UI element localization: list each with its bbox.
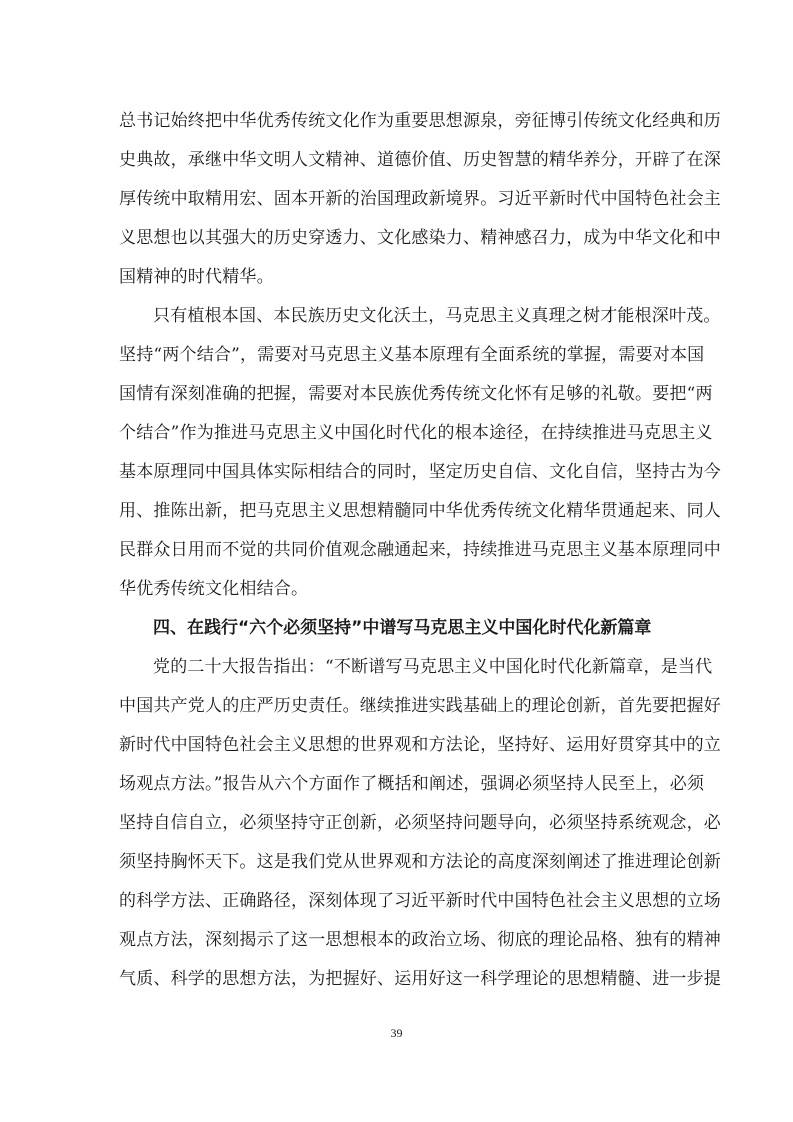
text-line: 民群众日用而不觉的共同价值观念融通起来，持续推进马克思主义基本原理同中 [119, 540, 721, 560]
text-line: 国精神的时代精华。 [119, 267, 274, 287]
text-line: 须坚持胸怀天下。这是我们党从世界观和方法论的高度深刻阐述了推进理论创新 [119, 852, 721, 872]
text-line: 坚持“两个结合”，需要对马克思主义基本原理有全面系统的掌握，需要对本国 [119, 345, 705, 365]
text-line: 用、推陈出新，把马克思主义思想精髓同中华优秀传统文化精华贯通起来、同人 [119, 501, 721, 521]
text-line: 坚持自信自立，必须坚持守正创新，必须坚持问题导向，必须坚持系统观念，必 [119, 813, 721, 833]
text-line: 史典故，承继中华文明人文精神、道德价值、历史智慧的精华养分，开辟了在深 [119, 150, 721, 170]
text-line: 场观点方法。”报告从六个方面作了概括和阐述，强调必须坚持人民至上，必须 [119, 774, 705, 794]
section-heading: 四、在践行“六个必须坚持”中谱写马克思主义中国化时代化新篇章 [153, 618, 652, 638]
text-line: 气质、科学的思想方法，为把握好、运用好这一科学理论的思想精髓、进一步提 [119, 969, 721, 989]
text-line: 义思想也以其强大的历史穿透力、文化感染力、精神感召力，成为中华文化和中 [119, 228, 721, 248]
text-line: 华优秀传统文化相结合。 [119, 579, 309, 599]
text-line: 国情有深刻准确的把握，需要对本民族优秀传统文化怀有足够的礼敬。要把“两 [119, 384, 713, 404]
page-number: 39 [390, 1026, 403, 1040]
text-line: 的科学方法、正确路径，深刻体现了习近平新时代中国特色社会主义思想的立场 [119, 891, 721, 911]
text-line: 只有植根本国、本民族历史文化沃土，马克思主义真理之树才能根深叶茂。 [153, 306, 721, 326]
text-line: 总书记始终把中华优秀传统文化作为重要思想源泉，旁征博引传统文化经典和历 [119, 111, 721, 131]
text-line: 个结合”作为推进马克思主义中国化时代化的根本途径，在持续推进马克思主义 [119, 423, 713, 443]
text-line: 观点方法，深刻揭示了这一思想根本的政治立场、彻底的理论品格、独有的精神 [119, 930, 721, 950]
text-line: 党的二十大报告指出：“不断谱写马克思主义中国化时代化新篇章，是当代 [153, 657, 713, 677]
text-line: 新时代中国特色社会主义思想的世界观和方法论，坚持好、运用好贯穿其中的立 [119, 735, 721, 755]
text-line: 厚传统中取精用宏、固本开新的治国理政新境界。习近平新时代中国特色社会主 [119, 189, 721, 209]
text-line: 中国共产党人的庄严历史责任。继续推进实践基础上的理论创新，首先要把握好 [119, 696, 721, 716]
text-line: 基本原理同中国具体实际相结合的同时，坚定历史自信、文化自信，坚持古为今 [119, 462, 721, 482]
